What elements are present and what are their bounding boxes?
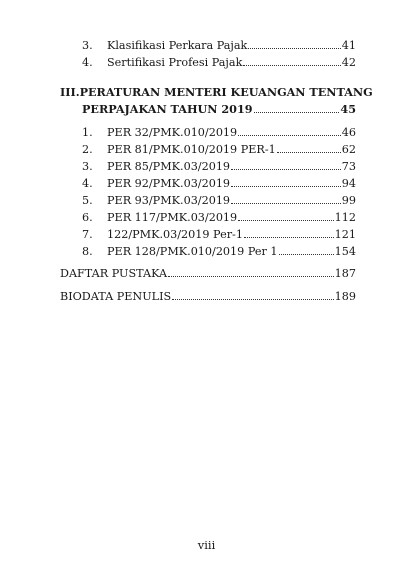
page-number: viii xyxy=(197,538,216,552)
toc-entry-per-128[interactable] xyxy=(82,244,356,259)
toc-entry-page: 46 xyxy=(341,126,356,139)
toc-entry-number: 6. xyxy=(82,211,93,224)
toc-entry-number: 3. xyxy=(82,39,93,52)
toc-entry-title: Klasifikasi Perkara Pajak xyxy=(107,39,248,52)
toc-leader-dots xyxy=(254,112,340,113)
toc-leader-dots xyxy=(238,135,341,136)
toc-chapter-page: 45 xyxy=(340,102,356,116)
toc-leader-dots xyxy=(172,299,333,300)
toc-leader-dots xyxy=(231,169,341,170)
toc-entry-page: 189 xyxy=(334,290,356,303)
toc-entry-per-92[interactable] xyxy=(82,176,356,191)
toc-entry-klasifikasi[interactable] xyxy=(82,38,356,53)
toc-entry-title: PER 128/PMK.010/2019 Per 1 xyxy=(107,245,278,258)
toc-chapter-heading-line1[interactable] xyxy=(60,85,373,100)
toc-leader-dots xyxy=(279,254,334,255)
toc-entry-number: 1. xyxy=(82,126,93,139)
toc-entry-page: 112 xyxy=(334,211,356,224)
toc-entry-page: 42 xyxy=(341,56,356,69)
toc-chapter-title-cont: PERPAJAKAN TAHUN 2019 xyxy=(82,102,253,116)
toc-entry-title: PER 85/PMK.03/2019 xyxy=(107,160,231,173)
toc-entry-title: PER 117/PMK.03/2019 xyxy=(107,211,238,224)
toc-entry-page: 73 xyxy=(341,160,356,173)
toc-entry-number: 4. xyxy=(82,177,93,190)
toc-entry-per-81[interactable] xyxy=(82,142,356,157)
toc-entry-title: PER 92/PMK.03/2019 xyxy=(107,177,231,190)
toc-entry-title: PER 93/PMK.03/2019 xyxy=(107,194,231,207)
toc-leader-dots xyxy=(248,48,340,49)
toc-leader-dots xyxy=(243,65,340,66)
toc-entry-number: 7. xyxy=(82,228,93,241)
toc-entry-sertifikasi[interactable] xyxy=(82,55,356,70)
toc-entry-page: 41 xyxy=(341,39,356,52)
toc-entry-page: 62 xyxy=(341,143,356,156)
toc-chapter-title: PERATURAN MENTERI KEUANGAN TENTANG xyxy=(79,85,373,99)
toc-entry-number: 8. xyxy=(82,245,93,258)
toc-leader-dots xyxy=(244,237,334,238)
toc-entry-number: 2. xyxy=(82,143,93,156)
toc-entry-number: 5. xyxy=(82,194,93,207)
toc-entry-per-93[interactable] xyxy=(82,193,356,208)
toc-leader-dots xyxy=(231,203,341,204)
toc-entry-daftar-pustaka[interactable] xyxy=(60,266,356,281)
toc-leader-dots xyxy=(238,220,333,221)
toc-entry-page: 94 xyxy=(341,177,356,190)
toc-leader-dots xyxy=(231,186,341,187)
toc-entry-page: 99 xyxy=(341,194,356,207)
toc-entry-number: 4. xyxy=(82,56,93,69)
toc-entry-122[interactable] xyxy=(82,227,356,242)
toc-entry-per-117[interactable] xyxy=(82,210,356,225)
toc-entry-page: 154 xyxy=(334,245,356,258)
toc-entry-page: 187 xyxy=(334,267,356,280)
toc-leader-dots xyxy=(168,276,334,277)
toc-entry-per-85[interactable] xyxy=(82,159,356,174)
toc-leader-dots xyxy=(277,152,341,153)
toc-entry-title: BIODATA PENULIS xyxy=(60,290,172,303)
toc-entry-number: 3. xyxy=(82,160,93,173)
toc-entry-title: 122/PMK.03/2019 Per-1 xyxy=(107,228,243,241)
toc-entry-title: PER 32/PMK.010/2019 xyxy=(107,126,238,139)
toc-entry-title: PER 81/PMK.010/2019 PER-1 xyxy=(107,143,276,156)
toc-entry-title: Sertifikasi Profesi Pajak xyxy=(107,56,243,69)
toc-entry-title: DAFTAR PUSTAKA xyxy=(60,267,168,280)
toc-chapter-number: III. xyxy=(60,85,80,99)
toc-entry-page: 121 xyxy=(334,228,356,241)
toc-entry-per-32[interactable] xyxy=(82,125,356,140)
toc-entry-biodata-penulis[interactable] xyxy=(60,289,356,304)
toc-chapter-heading-line2[interactable] xyxy=(82,102,356,117)
